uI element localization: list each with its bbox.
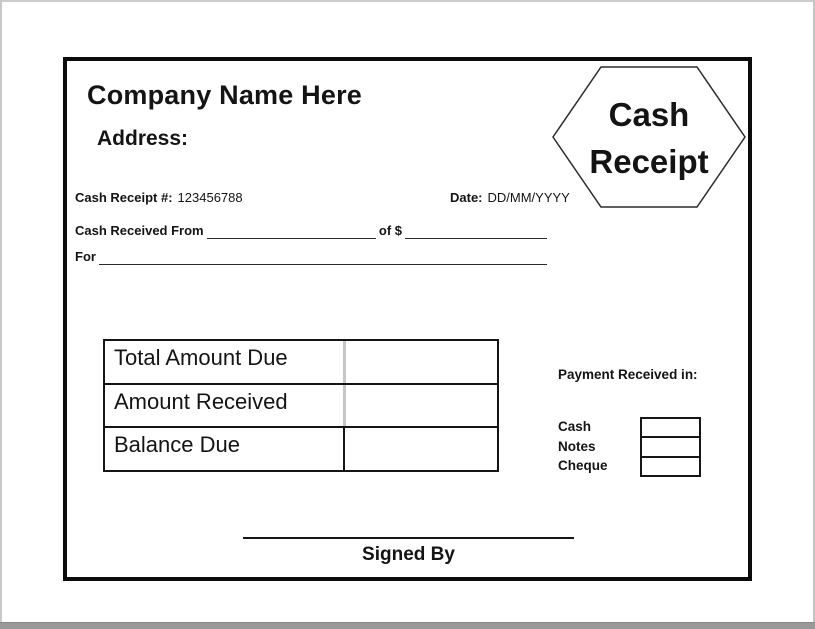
- viewport-edge-top: [0, 0, 815, 2]
- total-amount-due-cell[interactable]: [346, 341, 497, 383]
- amount-line[interactable]: [405, 223, 547, 239]
- checkbox-notes[interactable]: [642, 438, 699, 457]
- address-label: Address:: [97, 127, 189, 150]
- table-row-label: Balance Due: [114, 432, 240, 458]
- signature-line[interactable]: [243, 537, 574, 539]
- payment-received-title: Payment Received in:: [558, 367, 698, 382]
- received-from-row: [75, 223, 550, 239]
- payment-method-cheque-label: Cheque: [558, 458, 608, 474]
- payment-method-cash-label: Cash: [558, 419, 592, 434]
- hexagon-badge: [549, 63, 749, 211]
- for-row: [75, 249, 550, 265]
- date-label: Date:: [450, 190, 483, 205]
- amount-received-cell[interactable]: [346, 385, 497, 427]
- payment-method-labels: [558, 417, 608, 476]
- of-dollar-label: of $: [378, 223, 402, 238]
- date: [450, 190, 570, 206]
- viewport-edge-left: [0, 0, 2, 629]
- table-row-balance-due: [105, 428, 497, 470]
- amount-table: [103, 339, 499, 472]
- badge-text-cash: Cash: [608, 96, 690, 133]
- checkbox-cheque[interactable]: [642, 458, 699, 475]
- payment-method-checkboxes: [640, 417, 701, 477]
- balance-due-cell[interactable]: [346, 428, 497, 470]
- received-from-label: Cash Received From: [75, 223, 204, 238]
- payment-method-notes-label: Notes: [558, 438, 596, 454]
- received-from-line[interactable]: [207, 223, 376, 239]
- receipt-number-value: 123456788: [177, 190, 243, 205]
- table-row-amount-received: [105, 385, 497, 429]
- company-name: Company Name Here: [87, 80, 362, 110]
- bottom-bar: [0, 622, 815, 629]
- receipt-number-label: Cash Receipt #:: [75, 190, 173, 205]
- signed-by-label: Signed By: [362, 544, 455, 565]
- for-label: For: [75, 249, 96, 264]
- for-line[interactable]: [99, 249, 547, 265]
- date-value: DD/MM/YYYY: [487, 190, 570, 205]
- receipt-number: [75, 190, 243, 206]
- column-divider: [343, 428, 345, 470]
- badge-text-receipt: Receipt: [589, 144, 709, 180]
- checkbox-cash[interactable]: [642, 419, 699, 438]
- table-row-label: Amount Received: [114, 388, 288, 414]
- table-row-label: Total Amount Due: [114, 345, 288, 370]
- table-row-total-amount-due: [105, 341, 497, 385]
